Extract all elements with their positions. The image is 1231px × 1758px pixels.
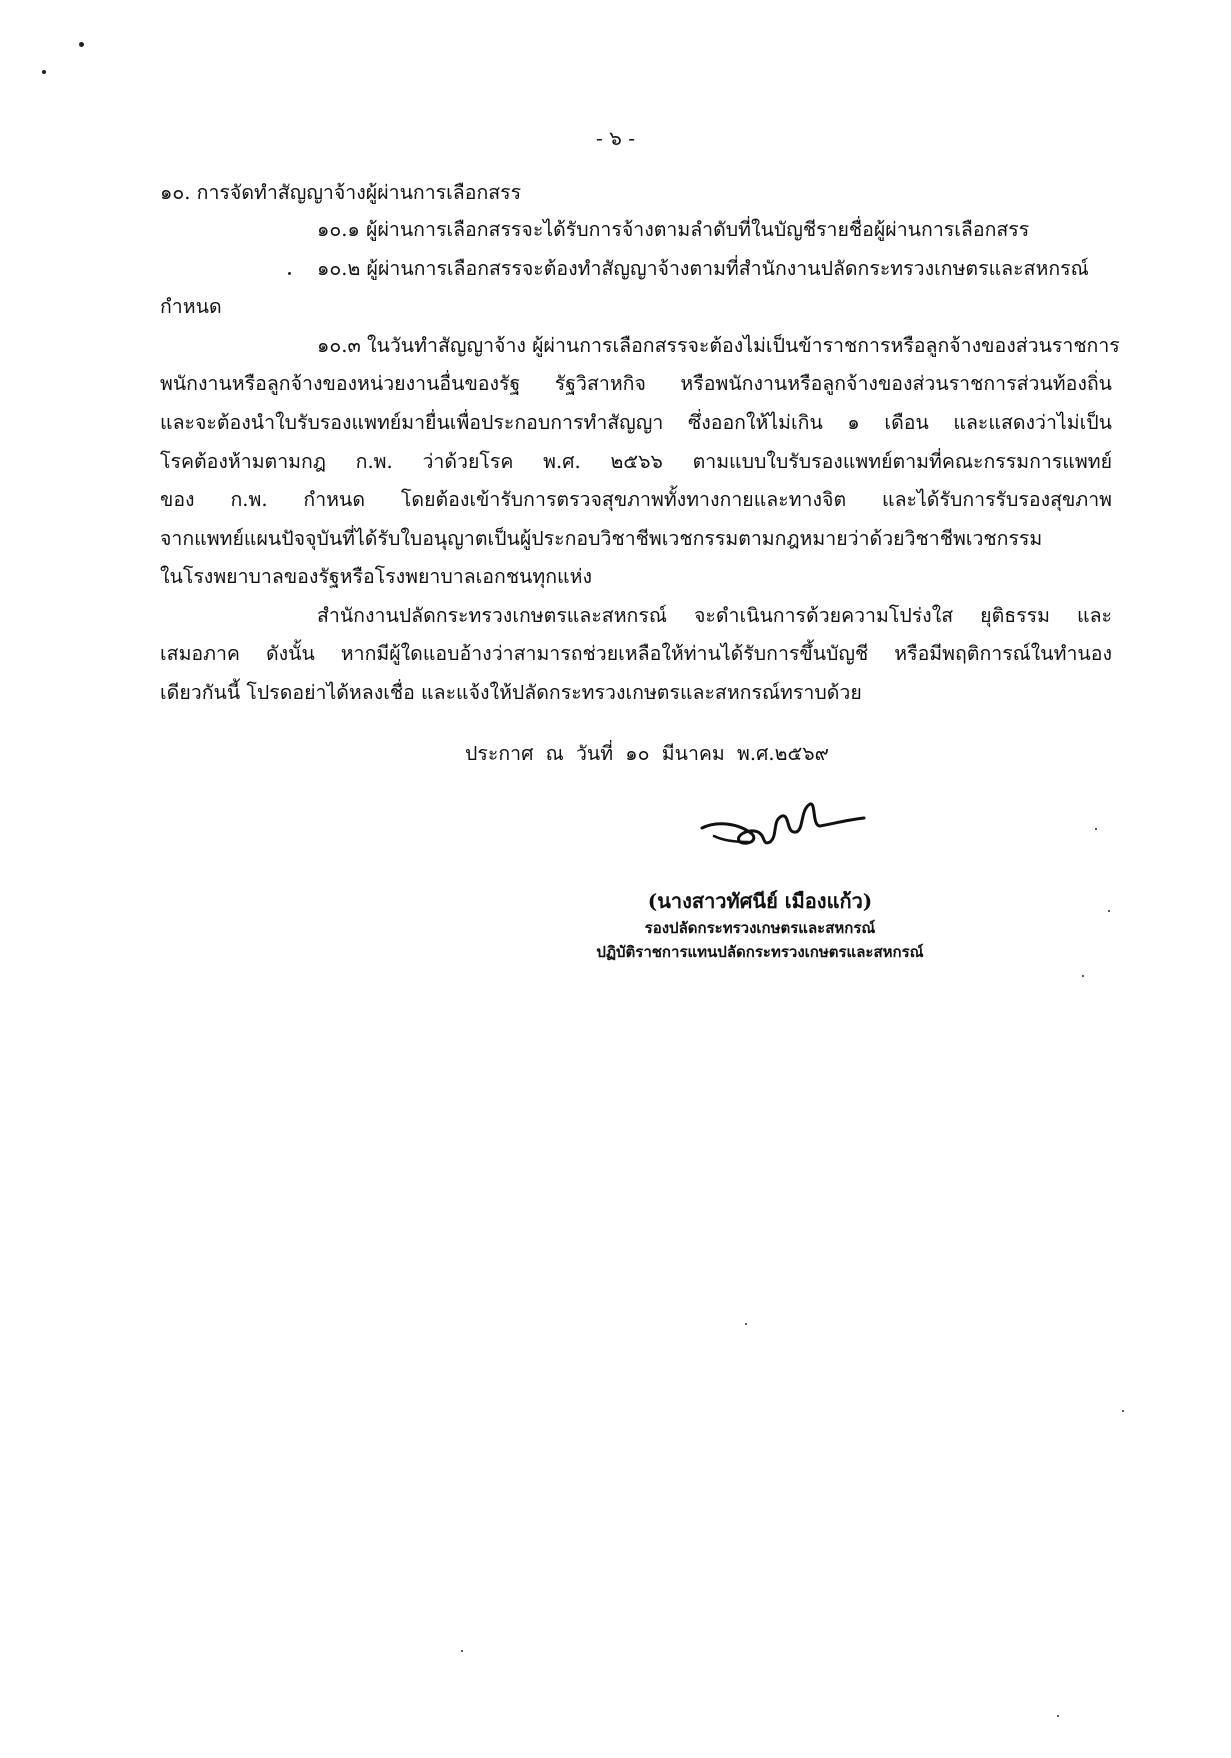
scan-speck (1108, 910, 1110, 912)
notice-line: เสมอภาค ดังนั้น หากมีผู้ใดแอบอ้างว่าสามารถช่วยเหลือให้ท่านได้รับการขึ้นบัญชี หรือมีพฤติการณ์ในทำนอง (160, 642, 1112, 665)
signer-acting-position: ปฏิบัติราชการแทนปลัดกระทรวงเกษตรและสหกรณ์ (596, 943, 924, 961)
para-10-3-line: ในโรงพยาบาลของรัฐหรือโรงพยาบาลเอกชนทุกแห่ง (160, 565, 592, 588)
section-heading: ๑๐. การจัดทำสัญญาจ้างผู้ผ่านการเลือกสรร (160, 181, 522, 204)
scan-speck (1082, 975, 1084, 977)
announcement-date: ประกาศ ณ วันที่ ๑๐ มีนาคม พ.ศ.๒๕๖๙ (465, 742, 829, 765)
scan-speck (745, 1323, 747, 1325)
notice-line: เดียวกันนี้ โปรดอย่าได้หลงเชื่อ และแจ้งให้ปลัดกระทรวงเกษตรและสหกรณ์ทราบด้วย (160, 681, 862, 704)
para-10-3-line: จากแพทย์แผนปัจจุบันที่ได้รับใบอนุญาตเป็นผู้ประกอบวิชาชีพเวชกรรมตามกฎหมายว่าด้วยวิชาชีพเวชกรรม (160, 527, 1043, 550)
scan-speck (1122, 1410, 1124, 1412)
scan-speck (1095, 828, 1097, 830)
scan-speck (1057, 1715, 1059, 1717)
para-10-3-line: และจะต้องนำใบรับรองแพทย์มายื่นเพื่อประกอบการทำสัญญา ซึ่งออกให้ไม่เกิน ๑ เดือน และแสดงว่าไม่เป็น (160, 411, 1112, 434)
scan-speck (288, 272, 291, 275)
para-10-3-line: โรคต้องห้ามตามกฎ ก.พ. ว่าด้วยโรค พ.ศ. ๒๕๖๖ ตามแบบใบรับรองแพทย์ตามที่คณะกรรมการแพทย์ (160, 450, 1112, 473)
item-10-1: ๑๐.๑ ผู้ผ่านการเลือกสรรจะได้รับการจ้างตามลำดับที่ในบัญชีรายชื่อผู้ผ่านการเลือกสรร (317, 218, 1030, 241)
item-10-2: ๑๐.๒ ผู้ผ่านการเลือกสรรจะต้องทำสัญญาจ้างตามที่สำนักงานปลัดกระทรวงเกษตรและสหกรณ์ (317, 257, 1089, 280)
signer-name: (นางสาวทัศนีย์ เมืองแก้ว) (647, 889, 873, 913)
notice-line: สำนักงานปลัดกระทรวงเกษตรและสหกรณ์ จะดำเนินการด้วยความโปร่งใส ยุติธรรม และ (317, 604, 1112, 627)
scan-speck (42, 70, 46, 74)
scan-speck (461, 1650, 463, 1652)
scan-speck (79, 42, 84, 47)
para-10-3-line: ๑๐.๓ ในวันทำสัญญาจ้าง ผู้ผ่านการเลือกสรรจะต้องไม่เป็นข้าราชการหรือลูกจ้างของส่วนราชการ (317, 334, 1120, 357)
item-10-2-continuation: กำหนด (160, 295, 222, 318)
para-10-3-line: พนักงานหรือลูกจ้างของหน่วยงานอื่นของรัฐ รัฐวิสาหกิจ หรือพนักงานหรือลูกจ้างของส่วนราชการส่วนท้องถิ่น (160, 372, 1112, 395)
page-number: - ๖ - (596, 126, 635, 150)
para-10-3-line: ของ ก.พ. กำหนด โดยต้องเข้ารับการตรวจสุขภาพทั้งทางกายและทางจิต และได้รับการรับรองสุขภาพ (160, 488, 1112, 511)
handwritten-signature (700, 790, 870, 862)
signer-position: รองปลัดกระทรวงเกษตรและสหกรณ์ (644, 919, 876, 937)
